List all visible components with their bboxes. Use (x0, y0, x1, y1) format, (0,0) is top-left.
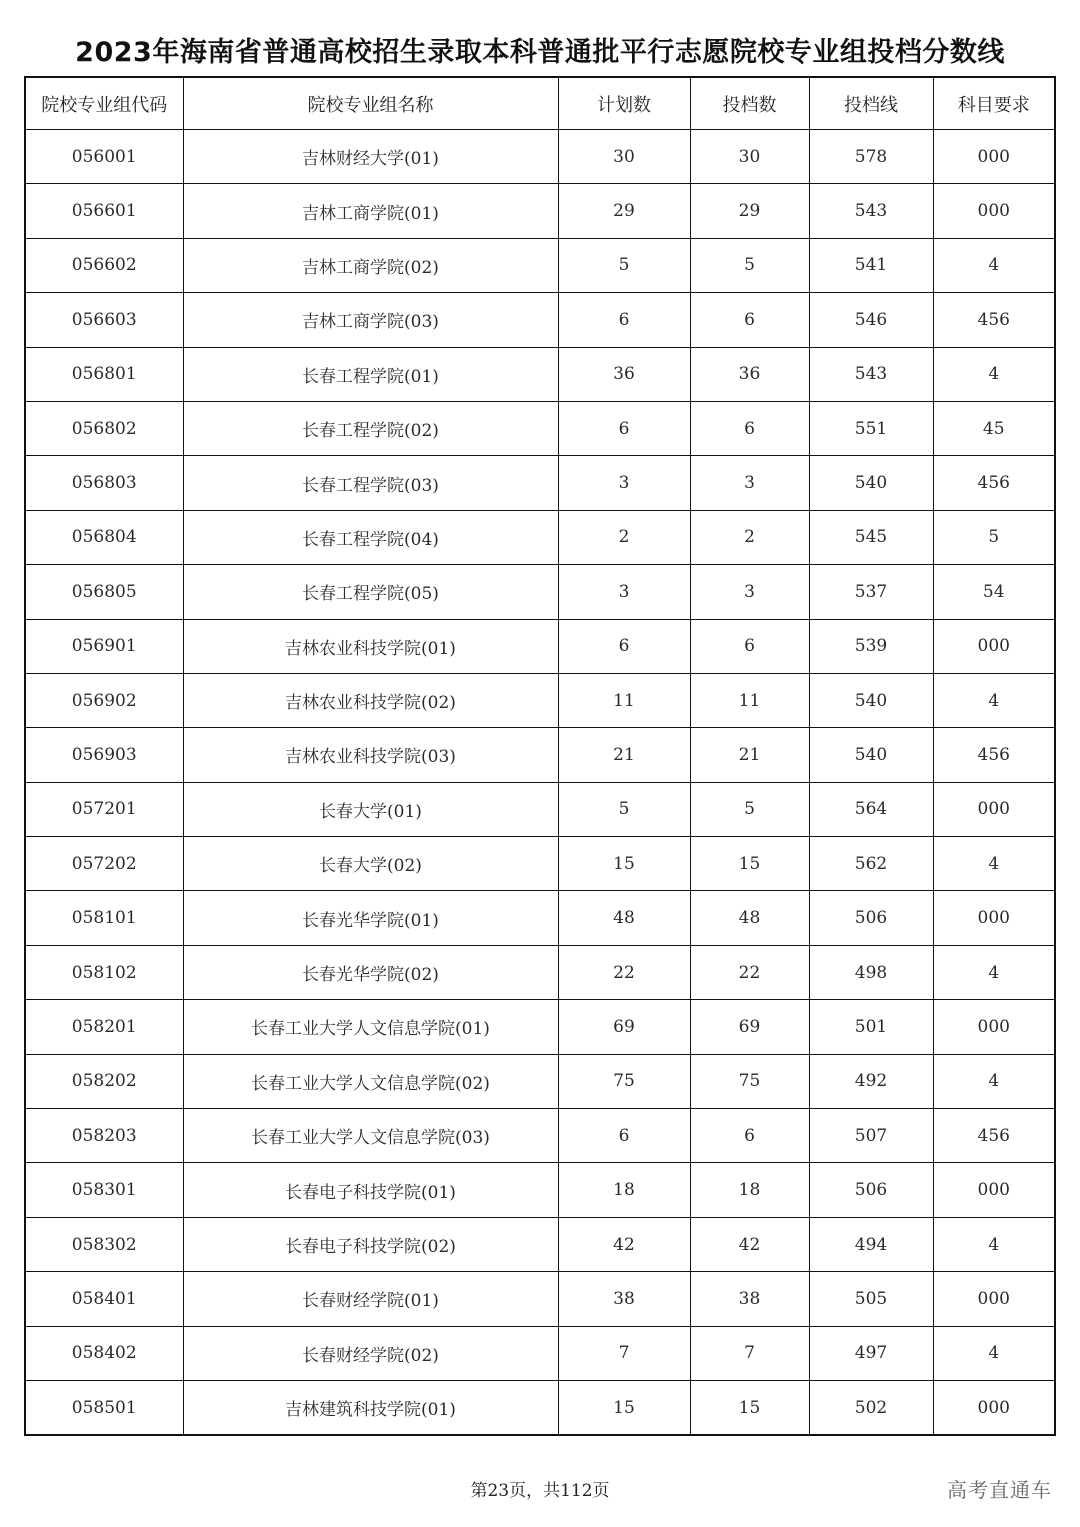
header-code: 院校专业组代码 (25, 77, 183, 130)
cell-code: 058401 (25, 1272, 183, 1326)
cell-code: 056901 (25, 619, 183, 673)
table-row (25, 891, 1055, 945)
cell-code: 056603 (25, 293, 183, 347)
cell-admitted: 15 (690, 837, 809, 891)
cell-plan: 6 (558, 401, 690, 455)
cell-plan: 29 (558, 184, 690, 238)
cell-code: 056801 (25, 347, 183, 401)
table-row (25, 837, 1055, 891)
cell-admitted: 6 (690, 401, 809, 455)
cell-plan: 2 (558, 510, 690, 564)
table-row (25, 1380, 1055, 1435)
cell-name: 长春工程学院(04) (183, 510, 558, 564)
table-row (25, 1272, 1055, 1326)
cell-code: 056805 (25, 565, 183, 619)
cell-subject-req: 4 (933, 945, 1055, 999)
cell-score-line: 537 (809, 565, 933, 619)
cell-subject-req: 000 (933, 891, 1055, 945)
cell-subject-req: 45 (933, 401, 1055, 455)
cell-plan: 15 (558, 837, 690, 891)
cell-name: 长春工业大学人文信息学院(03) (183, 1109, 558, 1163)
cell-plan: 5 (558, 782, 690, 836)
cell-plan: 15 (558, 1380, 690, 1435)
cell-subject-req: 4 (933, 1054, 1055, 1108)
cell-score-line: 492 (809, 1054, 933, 1108)
table-row (25, 510, 1055, 564)
cell-name: 吉林工商学院(02) (183, 238, 558, 292)
cell-subject-req: 4 (933, 1326, 1055, 1380)
table-header-row (25, 77, 1055, 130)
cell-admitted: 6 (690, 1109, 809, 1163)
cell-score-line: 543 (809, 347, 933, 401)
cell-plan: 30 (558, 130, 690, 184)
cell-subject-req: 000 (933, 1272, 1055, 1326)
cell-code: 058201 (25, 1000, 183, 1054)
cell-code: 058302 (25, 1217, 183, 1271)
cell-admitted: 36 (690, 347, 809, 401)
cell-code: 056802 (25, 401, 183, 455)
cell-score-line: 540 (809, 728, 933, 782)
cell-admitted: 18 (690, 1163, 809, 1217)
cell-name: 长春电子科技学院(02) (183, 1217, 558, 1271)
cell-name: 长春工程学院(01) (183, 347, 558, 401)
cell-code: 058301 (25, 1163, 183, 1217)
cell-subject-req: 54 (933, 565, 1055, 619)
cell-subject-req: 000 (933, 184, 1055, 238)
cell-subject-req: 4 (933, 1217, 1055, 1271)
cell-plan: 6 (558, 1109, 690, 1163)
cell-subject-req: 5 (933, 510, 1055, 564)
cell-admitted: 5 (690, 238, 809, 292)
header-subject-req: 科目要求 (933, 77, 1055, 130)
cell-score-line: 545 (809, 510, 933, 564)
cell-score-line: 540 (809, 673, 933, 727)
header-name: 院校专业组名称 (183, 77, 558, 130)
cell-name: 长春工程学院(03) (183, 456, 558, 510)
cell-name: 长春财经学院(01) (183, 1272, 558, 1326)
cell-score-line: 506 (809, 891, 933, 945)
cell-code: 056803 (25, 456, 183, 510)
cell-plan: 69 (558, 1000, 690, 1054)
cell-plan: 38 (558, 1272, 690, 1326)
cell-subject-req: 4 (933, 673, 1055, 727)
cell-admitted: 15 (690, 1380, 809, 1435)
cell-score-line: 498 (809, 945, 933, 999)
table-row (25, 293, 1055, 347)
cell-code: 058101 (25, 891, 183, 945)
cell-name: 长春工业大学人文信息学院(01) (183, 1000, 558, 1054)
cell-subject-req: 000 (933, 1000, 1055, 1054)
cell-name: 长春工程学院(05) (183, 565, 558, 619)
table-row (25, 673, 1055, 727)
cell-name: 吉林工商学院(03) (183, 293, 558, 347)
cell-code: 058102 (25, 945, 183, 999)
cell-plan: 18 (558, 1163, 690, 1217)
score-table (24, 76, 1056, 1436)
score-table-container (24, 76, 1054, 1436)
cell-subject-req: 4 (933, 347, 1055, 401)
cell-plan: 11 (558, 673, 690, 727)
cell-plan: 5 (558, 238, 690, 292)
cell-name: 长春电子科技学院(01) (183, 1163, 558, 1217)
cell-admitted: 42 (690, 1217, 809, 1271)
header-admitted: 投档数 (690, 77, 809, 130)
cell-code: 056902 (25, 673, 183, 727)
cell-code: 058203 (25, 1109, 183, 1163)
cell-code: 058501 (25, 1380, 183, 1435)
table-row (25, 347, 1055, 401)
cell-subject-req: 000 (933, 1380, 1055, 1435)
table-row (25, 1054, 1055, 1108)
header-plan: 计划数 (558, 77, 690, 130)
page-title: 2023年海南省普通高校招生录取本科普通批平行志愿院校专业组投档分数线 (75, 37, 1005, 68)
cell-subject-req: 000 (933, 619, 1055, 673)
cell-admitted: 6 (690, 619, 809, 673)
table-row (25, 1000, 1055, 1054)
cell-admitted: 69 (690, 1000, 809, 1054)
cell-plan: 42 (558, 1217, 690, 1271)
table-row (25, 1109, 1055, 1163)
table-row (25, 945, 1055, 999)
cell-score-line: 543 (809, 184, 933, 238)
cell-name: 吉林财经大学(01) (183, 130, 558, 184)
cell-score-line: 564 (809, 782, 933, 836)
cell-code: 056602 (25, 238, 183, 292)
cell-subject-req: 000 (933, 130, 1055, 184)
cell-name: 长春大学(01) (183, 782, 558, 836)
table-row (25, 1326, 1055, 1380)
cell-code: 057201 (25, 782, 183, 836)
table-row (25, 401, 1055, 455)
cell-name: 吉林农业科技学院(02) (183, 673, 558, 727)
cell-name: 长春大学(02) (183, 837, 558, 891)
cell-admitted: 3 (690, 456, 809, 510)
cell-score-line: 546 (809, 293, 933, 347)
cell-plan: 21 (558, 728, 690, 782)
cell-admitted: 30 (690, 130, 809, 184)
table-body (25, 130, 1055, 1436)
cell-code: 056903 (25, 728, 183, 782)
table-row (25, 184, 1055, 238)
cell-plan: 3 (558, 565, 690, 619)
cell-subject-req: 4 (933, 837, 1055, 891)
cell-plan: 6 (558, 619, 690, 673)
cell-score-line: 505 (809, 1272, 933, 1326)
cell-admitted: 75 (690, 1054, 809, 1108)
cell-subject-req: 4 (933, 238, 1055, 292)
cell-subject-req: 000 (933, 782, 1055, 836)
cell-subject-req: 456 (933, 728, 1055, 782)
cell-admitted: 38 (690, 1272, 809, 1326)
cell-score-line: 494 (809, 1217, 933, 1271)
cell-admitted: 11 (690, 673, 809, 727)
cell-code: 057202 (25, 837, 183, 891)
cell-code: 056001 (25, 130, 183, 184)
cell-plan: 48 (558, 891, 690, 945)
cell-plan: 75 (558, 1054, 690, 1108)
cell-admitted: 7 (690, 1326, 809, 1380)
table-row (25, 782, 1055, 836)
cell-score-line: 541 (809, 238, 933, 292)
table-row (25, 456, 1055, 510)
cell-subject-req: 000 (933, 1163, 1055, 1217)
cell-plan: 36 (558, 347, 690, 401)
cell-code: 056601 (25, 184, 183, 238)
cell-name: 长春财经学院(02) (183, 1326, 558, 1380)
cell-plan: 6 (558, 293, 690, 347)
cell-name: 长春光华学院(01) (183, 891, 558, 945)
table-row (25, 238, 1055, 292)
cell-admitted: 3 (690, 565, 809, 619)
cell-code: 056804 (25, 510, 183, 564)
cell-name: 吉林工商学院(01) (183, 184, 558, 238)
table-row (25, 130, 1055, 184)
cell-score-line: 540 (809, 456, 933, 510)
table-row (25, 728, 1055, 782)
cell-subject-req: 456 (933, 456, 1055, 510)
watermark: 高考直通车 (947, 1478, 1052, 1502)
cell-subject-req: 456 (933, 1109, 1055, 1163)
table-row (25, 619, 1055, 673)
cell-plan: 7 (558, 1326, 690, 1380)
cell-admitted: 48 (690, 891, 809, 945)
cell-score-line: 562 (809, 837, 933, 891)
cell-admitted: 21 (690, 728, 809, 782)
cell-subject-req: 456 (933, 293, 1055, 347)
cell-score-line: 539 (809, 619, 933, 673)
cell-code: 058402 (25, 1326, 183, 1380)
cell-admitted: 6 (690, 293, 809, 347)
cell-name: 吉林农业科技学院(01) (183, 619, 558, 673)
table-row (25, 1217, 1055, 1271)
cell-name: 长春光华学院(02) (183, 945, 558, 999)
cell-name: 长春工程学院(02) (183, 401, 558, 455)
header-score-line: 投档线 (809, 77, 933, 130)
cell-score-line: 502 (809, 1380, 933, 1435)
cell-code: 058202 (25, 1054, 183, 1108)
cell-admitted: 29 (690, 184, 809, 238)
cell-name: 吉林农业科技学院(03) (183, 728, 558, 782)
cell-score-line: 578 (809, 130, 933, 184)
cell-name: 吉林建筑科技学院(01) (183, 1380, 558, 1435)
cell-admitted: 5 (690, 782, 809, 836)
cell-admitted: 2 (690, 510, 809, 564)
page-number: 第23页，共112页 (470, 1481, 610, 1501)
table-row (25, 565, 1055, 619)
cell-score-line: 506 (809, 1163, 933, 1217)
cell-score-line: 497 (809, 1326, 933, 1380)
cell-score-line: 551 (809, 401, 933, 455)
table-row (25, 1163, 1055, 1217)
cell-plan: 3 (558, 456, 690, 510)
cell-score-line: 507 (809, 1109, 933, 1163)
cell-name: 长春工业大学人文信息学院(02) (183, 1054, 558, 1108)
cell-plan: 22 (558, 945, 690, 999)
cell-admitted: 22 (690, 945, 809, 999)
cell-score-line: 501 (809, 1000, 933, 1054)
